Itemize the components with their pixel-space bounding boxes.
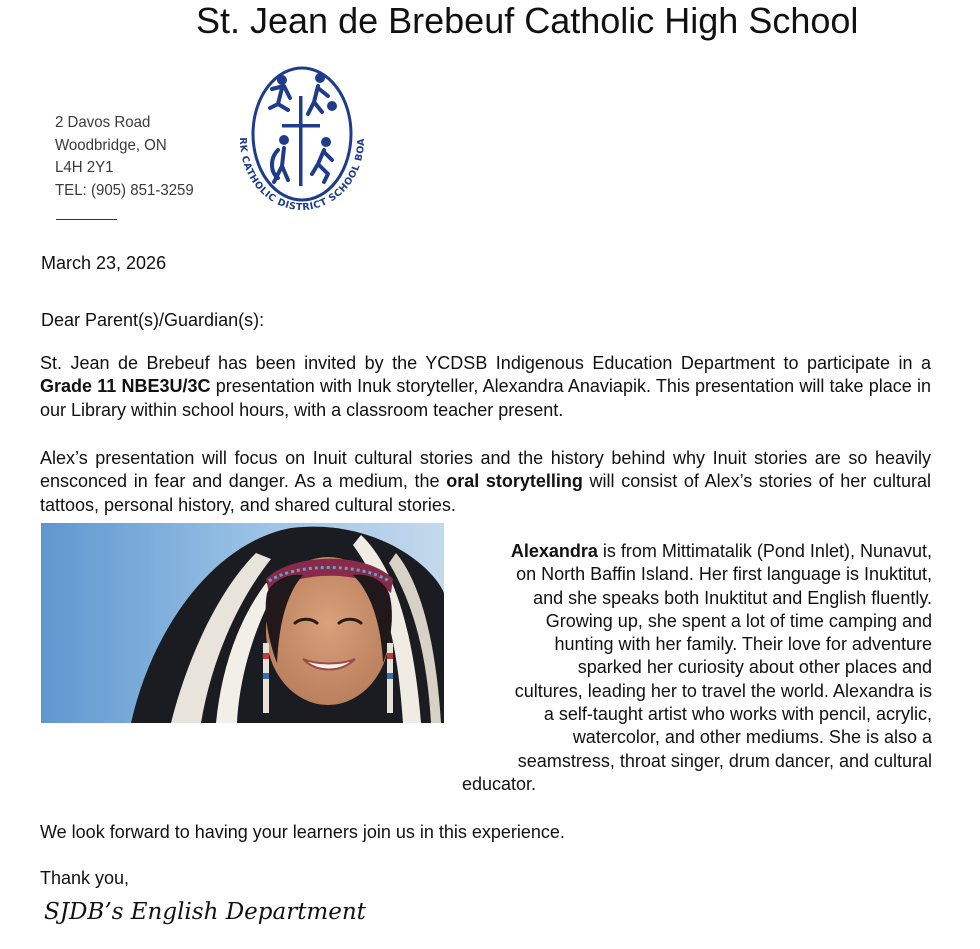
bio-line: seamstress, throat singer, drum dancer, and cultural [517,750,932,771]
bio-line: and she speaks both Inuktitut and English fluently. [533,587,932,608]
bio-line: sparked her curiosity about other places and [577,657,932,678]
address-city: Woodbridge, ON [55,136,167,154]
presentation-text-end: will consist of Alex’s stories of her cultural tattoos, personal history, and shared cultural stories. [40,471,931,515]
bio-line: cultures, leading her to travel the world. Alexandra is [514,680,932,701]
letter-date: March 23, 2026 [41,253,167,273]
bio-line-text: is from Mittimatalik (Pond Inlet), Nunavut, [597,541,932,561]
bio-line: on North Baffin Island. Her first language is Inuktitut, [516,564,932,585]
address-phone: TEL: (905) 851-3259 [55,181,194,199]
storyteller-photo [41,523,444,723]
bio-line: educator. [462,773,537,794]
bio-line [462,540,932,563]
seal-logo-icon [228,62,378,226]
bio-line: hunting with her family. Their love for adventure [554,634,932,655]
intro-text-start: St. Jean de Brebeuf has been invited by the YCDSB Indigenous Education Department to participate in a [40,353,931,373]
presentation-text-start: Alex’s presentation will focus on Inuit cultural stories and the history behind why Inuit stories are so heavily ensconced in fear and danger. As a medium, the [40,448,931,492]
course-code: Grade 11 NBE3U/3C [40,376,211,397]
closing-sentence: We look forward to having your learners join us in this experience. [40,822,565,842]
svg-text:YORK CATHOLIC DISTRICT SCHOOL [228,62,367,213]
letter-salutation: Dear Parent(s)/Guardian(s): [41,310,265,330]
school-address [55,112,194,202]
seal-board-name: RK CATHOLIC DISTRICT SCHOOL BOA [236,137,368,214]
storyteller-bio [462,540,932,796]
portrait-image [41,523,444,723]
bio-line: a self-taught artist who works with pencil, acrylic, [543,704,932,725]
intro-text-end: presentation with Inuk storyteller, Alexandra Anaviapik. This presentation will take place in our Library within school hours, with a classroom teacher present. [40,376,931,420]
presentation-paragraph [40,447,931,517]
sign-off: Thank you, [40,868,130,888]
address-divider [56,219,117,220]
school-board-seal [228,62,378,226]
bio-name: Alexandra [510,541,598,561]
address-street: 2 Davos Road [55,114,151,131]
oral-storytelling-emphasis: oral storytelling [446,471,583,492]
school-title: St. Jean de Brebeuf Catholic High School [196,0,859,41]
signature: SJDB’s English Department [44,899,366,925]
bio-line: Growing up, she spent a lot of time camping and [545,610,932,631]
bio-line: watercolor, and other mediums. She is also a [572,727,932,748]
address-postal-code: L4H 2Y1 [55,159,114,176]
intro-paragraph [40,352,931,422]
